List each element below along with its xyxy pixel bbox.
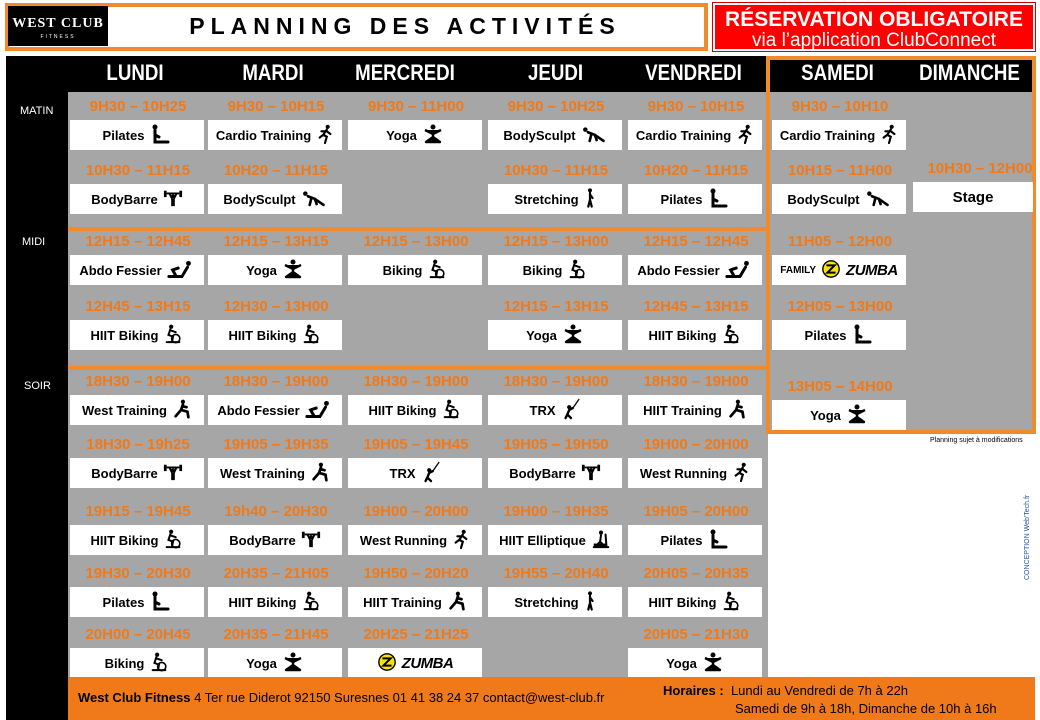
class-time: 9H30 – 10H25 <box>507 98 605 115</box>
class-card <box>628 587 762 617</box>
class-time: 19H00 – 19H35 <box>503 503 609 520</box>
class-card <box>70 587 204 617</box>
class-name: Yoga <box>246 262 277 278</box>
class-time: 18H30 – 19h25 <box>86 436 190 453</box>
barbell-icon <box>163 187 183 212</box>
class-time: 20H35 – 21H05 <box>223 565 329 582</box>
class-name: BodySculpt <box>223 191 296 207</box>
class-card <box>628 648 762 678</box>
class-card <box>628 320 762 350</box>
class-time: 10H30 – 11H15 <box>85 162 191 179</box>
class-name: BodyBarre <box>91 191 158 207</box>
barbell-icon <box>581 461 601 486</box>
class-name: HIIT Biking <box>228 327 297 343</box>
class-name-extra: ZUMBA <box>846 261 898 279</box>
class-card <box>628 255 762 285</box>
barbell-icon <box>163 461 183 486</box>
bike-icon <box>163 323 183 348</box>
class-card <box>488 184 622 214</box>
class-time: 19H30 – 20H30 <box>85 565 191 582</box>
class-name: West Running <box>639 465 728 481</box>
class-name: Biking <box>382 262 423 278</box>
class-name: HIIT Biking <box>90 532 159 548</box>
class-name: West Training <box>82 402 167 418</box>
club-address: 4 Ter rue Diderot 92150 Suresnes 01 41 38 24 37 contact@west-club.fr <box>194 690 605 705</box>
zumba-icon <box>821 259 841 282</box>
class-name: HIIT Training <box>363 594 442 610</box>
class-card <box>70 648 204 678</box>
runner-icon <box>316 123 334 148</box>
class-time: 18H30 – 19H00 <box>85 373 191 390</box>
pushup-icon <box>865 187 891 212</box>
class-time: 20H00 – 20H45 <box>85 626 191 643</box>
class-time: 18H30 – 19H00 <box>643 373 749 390</box>
class-card <box>488 255 622 285</box>
training-icon <box>447 590 467 615</box>
day-header: VENDREDI <box>645 60 742 85</box>
class-time: 19H05 – 19H50 <box>503 436 609 453</box>
zumba-icon <box>377 652 397 675</box>
class-card <box>70 395 204 425</box>
class-card <box>488 587 622 617</box>
yoga-icon <box>702 651 724 676</box>
class-time: 9H30 – 10H15 <box>647 98 745 115</box>
class-name: Pilates <box>660 532 703 548</box>
class-time: 19h40 – 20H30 <box>224 503 328 520</box>
class-card <box>628 184 762 214</box>
class-name: Yoga <box>386 127 417 143</box>
pilates-icon <box>851 323 873 348</box>
divider <box>767 56 1035 60</box>
divider <box>68 227 768 231</box>
class-card <box>70 320 204 350</box>
class-card <box>348 587 482 617</box>
class-card <box>348 458 482 488</box>
day-header: LUNDI <box>106 60 164 85</box>
day-header: MARDI <box>242 60 304 85</box>
reservation-line1: RÉSERVATION OBLIGATOIRE <box>725 8 1023 31</box>
class-name: Abdo Fessier <box>637 262 720 278</box>
class-card <box>208 648 342 678</box>
training-icon <box>172 398 192 423</box>
pushup-icon <box>581 123 607 148</box>
class-name: West Training <box>220 465 305 481</box>
footer-hours <box>663 683 908 698</box>
runner-icon <box>452 528 470 553</box>
class-card <box>208 525 342 555</box>
class-card <box>70 255 204 285</box>
class-card <box>488 395 622 425</box>
runner-icon <box>732 461 750 486</box>
class-card <box>208 120 342 150</box>
class-time: 20H25 – 21H25 <box>363 626 469 643</box>
class-card <box>70 525 204 555</box>
club-name: West Club Fitness <box>78 690 191 705</box>
class-name: Biking <box>522 262 563 278</box>
class-time: 12H15 – 13H15 <box>503 298 609 315</box>
class-name: HIIT Biking <box>648 327 717 343</box>
class-card <box>772 320 906 350</box>
divider <box>1032 56 1036 434</box>
class-card <box>208 458 342 488</box>
abs-icon <box>167 258 195 283</box>
class-name: HIIT Training <box>643 402 722 418</box>
class-card <box>772 400 906 430</box>
class-card <box>628 120 762 150</box>
day-header: DIMANCHE <box>919 60 1020 85</box>
class-card <box>70 120 204 150</box>
class-name: HIIT Biking <box>90 327 159 343</box>
class-card <box>70 458 204 488</box>
class-name: Yoga <box>666 655 697 671</box>
logo-subtext: FITNESS <box>40 34 76 40</box>
trx-icon <box>421 461 441 486</box>
class-name: West Running <box>359 532 448 548</box>
class-card <box>772 120 906 150</box>
stretch-icon <box>584 590 596 615</box>
training-icon <box>727 398 747 423</box>
bike-icon <box>301 590 321 615</box>
class-time: 19H05 – 19H35 <box>223 436 329 453</box>
class-time: 10H15 – 11H00 <box>787 162 893 179</box>
planning-note: Planning sujet à modifications <box>930 437 1023 444</box>
class-time: 10H30 – 11H15 <box>503 162 609 179</box>
day-header: JEUDI <box>527 60 584 85</box>
class-card <box>348 255 482 285</box>
class-time: 10H30 – 12H00 <box>927 160 1033 177</box>
class-name: Pilates <box>102 127 145 143</box>
class-time: 19H00 – 20H00 <box>363 503 469 520</box>
trx-icon <box>561 398 581 423</box>
class-time: 19H05 – 20H00 <box>643 503 749 520</box>
class-card <box>488 525 622 555</box>
class-card <box>913 182 1033 212</box>
pilates-icon <box>707 187 729 212</box>
class-name: Stage <box>952 188 994 206</box>
yoga-icon <box>422 123 444 148</box>
class-name: Yoga <box>810 407 841 423</box>
class-time: 19H55 – 20H40 <box>503 565 609 582</box>
pilates-icon <box>707 528 729 553</box>
slot-label: MIDI <box>22 236 46 248</box>
bike-icon <box>427 258 447 283</box>
pilates-icon <box>149 123 171 148</box>
class-card <box>208 320 342 350</box>
class-time: 20H35 – 21H45 <box>223 626 329 643</box>
club-logo <box>8 6 108 46</box>
divider <box>68 366 768 370</box>
class-card <box>208 255 342 285</box>
class-card <box>488 320 622 350</box>
class-name: Pilates <box>660 191 703 207</box>
class-card <box>208 395 342 425</box>
stretch-icon <box>584 187 596 212</box>
yoga-icon <box>282 258 304 283</box>
class-name: Yoga <box>526 327 557 343</box>
class-name: ZUMBA <box>401 654 454 672</box>
class-time: 12H15 – 13H00 <box>503 233 609 250</box>
class-time: 19H05 – 19H45 <box>363 436 469 453</box>
yoga-icon <box>562 323 584 348</box>
class-name: HIIT Biking <box>648 594 717 610</box>
class-time: 12H15 – 13H15 <box>223 233 329 250</box>
class-name: Stretching <box>514 594 579 610</box>
class-name: TRX <box>389 465 416 481</box>
reservation-line2: via l’application ClubConnect <box>752 30 996 51</box>
class-time: 10H20 – 11H15 <box>643 162 749 179</box>
class-time: 12H45 – 13H15 <box>85 298 191 315</box>
class-card <box>208 587 342 617</box>
class-time: 9H30 – 10H25 <box>89 98 187 115</box>
pilates-icon <box>149 590 171 615</box>
class-time: 20H05 – 21H30 <box>643 626 749 643</box>
class-time: 20H05 – 20H35 <box>643 565 749 582</box>
logo-text: WEST CLUB <box>12 16 104 31</box>
class-name: Biking <box>104 655 145 671</box>
class-card <box>208 184 342 214</box>
class-time: 12H45 – 13H15 <box>643 298 749 315</box>
slot-label: MATIN <box>20 105 54 117</box>
class-name: Abdo Fessier <box>217 402 300 418</box>
class-card <box>772 184 906 214</box>
class-name: Pilates <box>102 594 145 610</box>
class-name: BodySculpt <box>503 127 576 143</box>
class-time: 13H05 – 14H00 <box>787 378 893 395</box>
class-time: 12H30 – 13H00 <box>223 298 329 315</box>
abs-icon <box>725 258 753 283</box>
class-card <box>772 255 906 285</box>
reservation-banner <box>713 3 1035 51</box>
class-time: 19H15 – 19H45 <box>85 503 191 520</box>
class-name: Cardio Training <box>779 127 876 143</box>
class-name: BodyBarre <box>229 532 296 548</box>
hours-weekend: Samedi de 9h à 18h, Dimanche de 10h à 16h <box>735 701 997 716</box>
class-time: 9H30 – 10H10 <box>791 98 889 115</box>
class-name: HIIT Biking <box>368 402 437 418</box>
class-name: FAMILY <box>780 264 817 276</box>
class-card <box>488 120 622 150</box>
hours-week: Lundi au Vendredi de 7h à 22h <box>730 683 909 698</box>
credit-text: CONCEPTION Web'Tech.fr <box>1024 494 1031 580</box>
class-name: BodyBarre <box>91 465 158 481</box>
bike-icon <box>441 398 461 423</box>
class-name: Yoga <box>246 655 277 671</box>
day-header: SAMEDI <box>801 60 874 85</box>
class-card <box>70 184 204 214</box>
bike-icon <box>163 528 183 553</box>
bike-icon <box>721 590 741 615</box>
class-card <box>348 525 482 555</box>
class-time: 12H15 – 12H45 <box>85 233 191 250</box>
barbell-icon <box>301 528 321 553</box>
class-time: 11H05 – 12H00 <box>787 233 893 250</box>
class-time: 9H30 – 11H00 <box>368 98 464 115</box>
runner-icon <box>880 123 898 148</box>
class-time: 12H15 – 13H00 <box>363 233 469 250</box>
bike-icon <box>149 651 169 676</box>
class-name: Cardio Training <box>215 127 312 143</box>
bike-icon <box>567 258 587 283</box>
class-name: HIIT Elliptique <box>499 532 586 548</box>
class-time: 12H15 – 12H45 <box>643 233 749 250</box>
day-header: MERCREDI <box>355 60 455 85</box>
class-card <box>628 525 762 555</box>
bike-icon <box>721 323 741 348</box>
yoga-icon <box>282 651 304 676</box>
class-name: BodyBarre <box>509 465 576 481</box>
class-time: 19H00 – 20H00 <box>643 436 749 453</box>
class-name: Abdo Fessier <box>79 262 162 278</box>
divider <box>767 430 1035 434</box>
runner-icon <box>736 123 754 148</box>
class-card <box>628 395 762 425</box>
yoga-icon <box>846 403 868 428</box>
class-time: 10H20 – 11H15 <box>223 162 329 179</box>
class-time: 12H05 – 13H00 <box>787 298 893 315</box>
class-name: BodySculpt <box>787 191 860 207</box>
page-title: PLANNING DES ACTIVITÉS <box>189 13 621 39</box>
class-card <box>628 458 762 488</box>
class-time: 19H50 – 20H20 <box>363 565 469 582</box>
class-name: Pilates <box>804 327 847 343</box>
bike-icon <box>301 323 321 348</box>
footer-contact <box>78 690 605 705</box>
class-time: 18H30 – 19H00 <box>503 373 609 390</box>
class-time: 18H30 – 19H00 <box>363 373 469 390</box>
elliptical-icon <box>591 528 611 553</box>
pushup-icon <box>301 187 327 212</box>
training-icon <box>310 461 330 486</box>
class-card <box>348 648 482 678</box>
class-card <box>348 120 482 150</box>
class-name: TRX <box>529 402 556 418</box>
class-card <box>488 458 622 488</box>
class-name: Cardio Training <box>635 127 732 143</box>
class-time: 18H30 – 19H00 <box>223 373 329 390</box>
class-name: Stretching <box>514 191 579 207</box>
abs-icon <box>305 398 333 423</box>
class-name: HIIT Biking <box>228 594 297 610</box>
divider <box>766 56 770 434</box>
class-time: 9H30 – 10H15 <box>227 98 325 115</box>
slot-label: SOIR <box>24 380 51 392</box>
hours-label: Horaires : <box>663 683 724 698</box>
class-card <box>348 395 482 425</box>
